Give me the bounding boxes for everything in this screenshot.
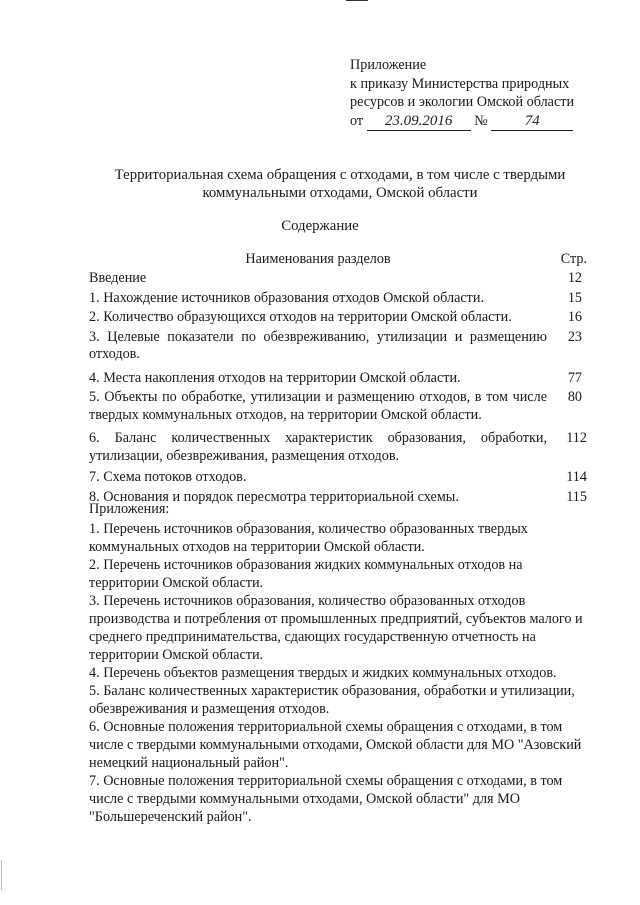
approval-line-2: к приказу Министерства природных <box>350 75 570 92</box>
toc-row-page: 80 <box>567 389 582 405</box>
document-title-line-2: коммунальными отходами, Омской области <box>202 185 478 201</box>
toc-title: Содержание <box>281 218 359 234</box>
appendix-item: 2. Перечень источников образования жидких коммунальных отходов на территории Омской области. <box>89 557 523 591</box>
toc-row <box>89 290 587 308</box>
toc-row-text: Введение <box>89 270 147 286</box>
toc-row-text: 1. Нахождение источников образования отходов Омской области. <box>89 289 485 306</box>
order-number: 74 <box>491 114 573 131</box>
appendix-item: 3. Перечень источников образования, количество образованных отходов производства и потребления от промышленных предприятий, субъектов малого и среднего предпринимательства, сдающих государственную отчетность на территории Омской области. <box>89 593 583 663</box>
toc-row-text: 8. Основания и порядок пересмотра территориальной схемы. <box>89 488 459 505</box>
appendices <box>89 500 594 826</box>
toc-row-page: 16 <box>567 309 582 325</box>
toc-row-text: 4. Места накопления отходов на территории Омской области. <box>89 369 461 386</box>
toc-row <box>89 430 587 465</box>
approval-line-1: Приложение <box>350 57 427 73</box>
toc-header-page: Стр. <box>560 251 587 267</box>
toc-header-name: Наименования разделов <box>245 251 391 267</box>
appendix-item: 5. Баланс количественных характеристик образования, обработки и утилизации, обезвреживания и размещения отходов. <box>89 683 575 717</box>
toc-row <box>89 309 587 327</box>
scan-top-mark <box>346 0 368 1</box>
toc-row-page: 77 <box>567 369 582 386</box>
toc-row-text: 2. Количество образующихся отходов на территории Омской области. <box>89 309 512 325</box>
toc-row <box>89 389 587 424</box>
toc-header <box>89 251 587 270</box>
document-title-line-1: Территориальная схема обращения с отходами, в том числе с твердыми <box>114 167 566 183</box>
toc-row <box>89 329 587 364</box>
toc-row-text: 3. Целевые показатели по обезвреживанию, утилизации и размещению отходов. <box>89 328 547 362</box>
approval-date-line <box>350 112 574 131</box>
toc-row-page: 114 <box>566 469 587 485</box>
order-date: 23.09.2016 <box>367 114 471 131</box>
date-prefix: от <box>350 112 364 129</box>
scan-edge-mark <box>1 860 2 890</box>
toc-row-page: 112 <box>566 430 587 446</box>
toc-row-text: 6. Баланс количественных характеристик образования, обработки, утилизации, обезвреживания, размещения отходов. <box>89 430 547 464</box>
toc-row-page: 15 <box>567 289 582 306</box>
toc-row-page: 12 <box>567 270 582 286</box>
document-title <box>40 166 640 202</box>
approval-block <box>350 56 574 131</box>
approval-line-3: ресурсов и экологии Омской области <box>350 94 575 110</box>
appendix-item: 6. Основные положения территориальной схемы обращения с отходами, в том числе с твердыми коммунальными отходами, Омской области для МО "Азовский немецкий национальный район". <box>89 719 582 771</box>
toc-row-page: 23 <box>567 328 582 345</box>
toc-row-text: 5. Объекты по обработке, утилизации и размещению отходов, в том числе твердых коммунальных отходов, на территории Омской области. <box>89 389 547 423</box>
number-prefix: № <box>474 112 488 129</box>
appendix-item: 1. Перечень источников образования, количество образованных твердых коммунальных отходов на территории Омской области. <box>89 521 528 555</box>
toc-row <box>89 370 587 388</box>
table-of-contents <box>89 251 587 506</box>
toc-row-page: 115 <box>566 488 587 505</box>
toc-row <box>89 469 587 487</box>
toc-row <box>89 270 587 288</box>
appendix-item: 7. Основные положения территориальной схемы обращения с отходами, в том числе с твердыми коммунальными отходами, Омской области" для МО "Большереченский район". <box>89 773 563 825</box>
appendices-label: Приложения: <box>89 501 170 517</box>
toc-row-text: 7. Схема потоков отходов. <box>89 469 247 485</box>
appendix-item: 4. Перечень объектов размещения твердых и жидких коммунальных отходов. <box>89 665 557 681</box>
